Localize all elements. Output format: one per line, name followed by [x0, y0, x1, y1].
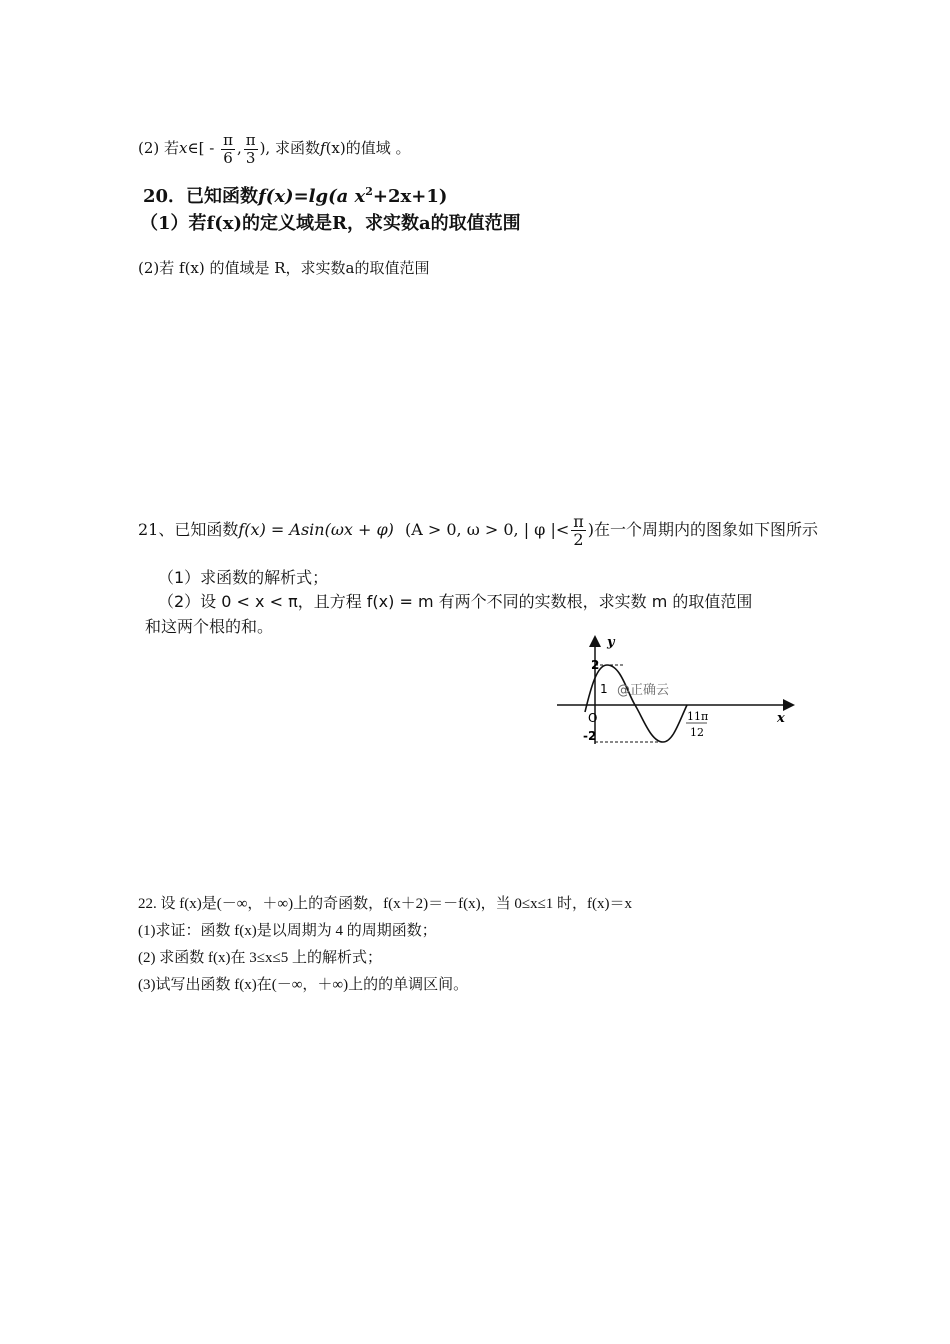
- tick-1: 1: [600, 682, 608, 696]
- q19-close: ),: [259, 139, 271, 157]
- q20-title-text: 20．已知函数: [143, 186, 259, 207]
- tick-2: 2: [591, 658, 600, 672]
- sine-graph: [555, 632, 800, 747]
- q19-fx: (x): [325, 139, 346, 157]
- q19-in: ∈[ -: [187, 139, 215, 157]
- sine-curve: [585, 665, 687, 742]
- q20-func: f(x)=lg(a x: [258, 186, 366, 207]
- q19-frac2: [244, 132, 258, 167]
- q19-frac1-den: 6: [223, 148, 233, 167]
- q19-f: f: [320, 139, 326, 157]
- q22-line1: 22. 设 f(x)是(－∞，＋∞)上的奇函数，f(x＋2)＝－f(x)，当 0≤x≤1 时，f(x)＝x: [138, 896, 633, 912]
- q21-part1: （1）求函数的解析式；: [158, 568, 329, 587]
- watermark: @正确云: [617, 683, 670, 698]
- q21-formula: f(x) = Asin(ωx + φ): [238, 520, 394, 539]
- q21-frac-den: 2: [573, 530, 584, 549]
- q20-title: [143, 182, 447, 208]
- q19-frac2-den: 3: [245, 148, 256, 167]
- q21-part2b: 和这两个根的和。: [145, 617, 274, 636]
- q19-frac1: [221, 132, 235, 167]
- q21-prefix: 21、已知函数: [138, 520, 239, 539]
- q20-sup: 2: [365, 185, 373, 198]
- q21-cond: (A > 0, ω > 0, | φ |<: [405, 520, 570, 539]
- q19-part2: [138, 130, 411, 167]
- q21-frac: [571, 513, 586, 548]
- q21-suffix: )在一个周期内的图象如下图所示: [587, 520, 819, 539]
- q22-part3: (3)试写出函数 f(x)在(－∞，＋∞)上的的单调区间。: [138, 977, 469, 993]
- q21-part2: （2）设 0 < x < π，且方程 f(x) = m 有两个不同的实数根，求实数 m 的取值范围: [158, 592, 753, 611]
- y-label: y: [607, 635, 615, 650]
- q20-func-tail: +2x+1): [372, 186, 448, 207]
- x-tick-den: 12: [690, 726, 704, 739]
- q19-x: x: [179, 139, 188, 157]
- x-label: x: [777, 711, 785, 726]
- q19-frac2-num: π: [245, 130, 256, 149]
- q20-part1: （1）若f(x)的定义域是R，求实数a的取值范围: [140, 213, 521, 234]
- q21-frac-num: π: [573, 512, 584, 531]
- q19-tail: 的值域 。: [345, 139, 411, 157]
- q19-prefix: (2) 若: [138, 139, 180, 157]
- tick-neg2: -2: [583, 729, 597, 743]
- q19-suffix: 求函数: [274, 139, 320, 157]
- x-tick-num: 11π: [687, 710, 709, 723]
- q22-part1: (1)求证：函数 f(x)是以周期为 4 的周期函数；: [138, 923, 437, 939]
- q20-part2: (2)若 f(x) 的值域是 R，求实数a的取值范围: [138, 259, 430, 277]
- q21-line: [138, 510, 818, 550]
- origin-label: O: [588, 711, 598, 725]
- q19-comma: ,: [236, 139, 242, 157]
- q19-frac1-num: π: [223, 130, 233, 149]
- q22-part2: (2) 求函数 f(x)在 3≤x≤5 上的解析式；: [138, 950, 382, 966]
